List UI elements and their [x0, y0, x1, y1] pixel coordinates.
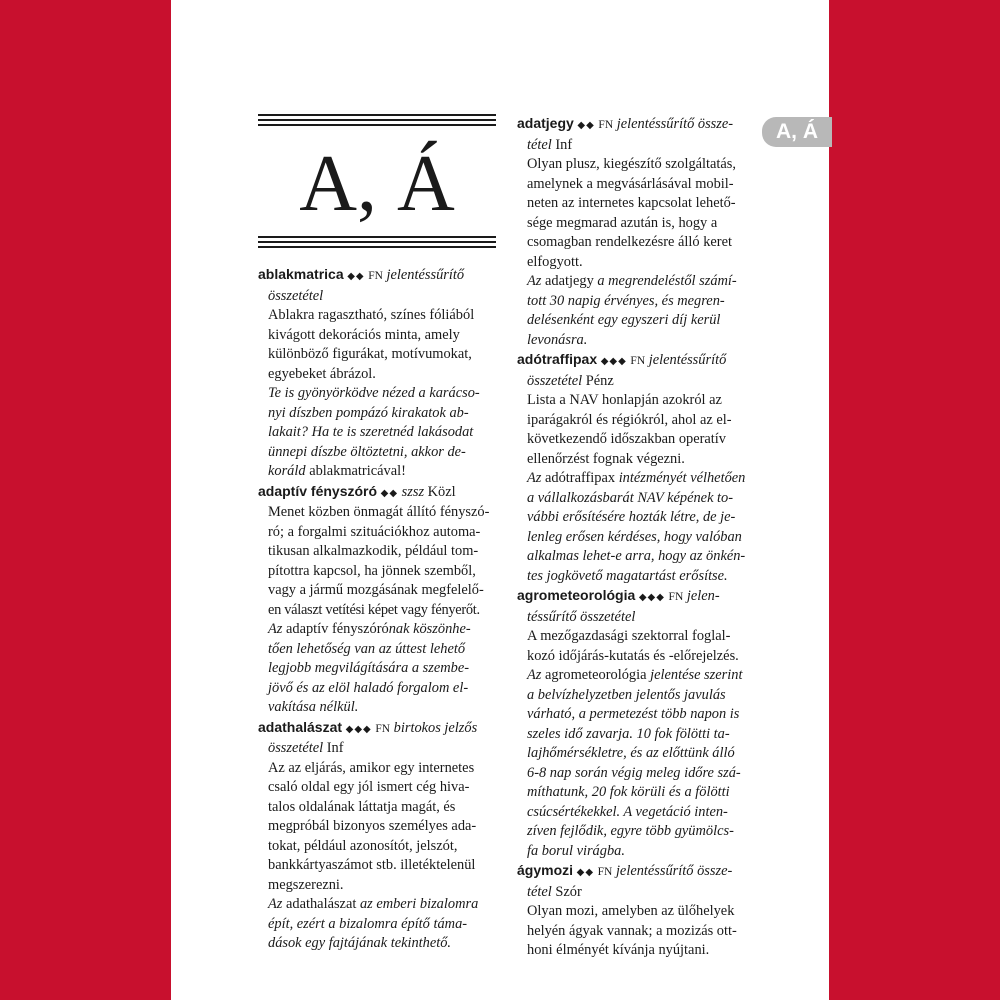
entry-head: [517, 861, 757, 883]
entry-adotraffipax: [517, 350, 757, 586]
example-headword: ablakmatricával!: [309, 463, 406, 479]
example-line: [517, 666, 757, 686]
headword: ágymozi: [517, 862, 574, 878]
example-line: tott 30 napig érvényes, és megren-: [527, 292, 725, 309]
grammar-note-cont: [517, 883, 757, 903]
example-text: az emberi bizalomra: [359, 896, 479, 912]
part-of-speech: FN: [598, 119, 614, 131]
definition-line: ellenőrzést fognak végezni.: [527, 450, 685, 467]
definition-line: ró; a forgalmi szituációkhoz automa-: [268, 523, 481, 540]
definition-line: honi élményét kívánja nyújtani.: [527, 942, 710, 958]
right-column: [517, 114, 757, 961]
example-line: dások egy fajtájának tekinthető.: [268, 935, 452, 951]
grammar-note-cont: [517, 136, 757, 156]
example-text: nak köszönhe-: [388, 621, 471, 637]
example-text: Az: [527, 667, 542, 683]
rule-line: [258, 241, 496, 243]
example-text: Az: [527, 273, 542, 289]
grammar-note-cont: [258, 287, 498, 307]
grammar-note: szsz: [401, 483, 425, 500]
part-of-speech: FN: [597, 866, 613, 878]
example-headword: adathalászat: [286, 896, 357, 912]
definition-line: pítottra kapcsol, ha jönnek szemből,: [268, 562, 476, 579]
headword: adatjegy: [517, 115, 574, 131]
grammar-note-cont: téssűrítő összetétel: [527, 608, 636, 625]
grammar-note: birtokos jelzős: [393, 719, 478, 736]
definition-line: elfogyott.: [527, 253, 583, 270]
top-rules: [258, 114, 496, 129]
definition-line: Olyan plusz, kiegészítő szolgáltatás,: [527, 156, 737, 172]
example-line: lakait? Ha te is szeretnéd lakásodat: [268, 424, 474, 440]
example-headword: agrometeorológia: [545, 667, 647, 683]
definition-line: megszerezni.: [268, 876, 344, 893]
rule-line: [258, 246, 496, 248]
definition-line: Menet közben önmagát állító fényszó-: [268, 504, 490, 520]
definition-line: kivágott dekorációs minta, amely: [268, 326, 460, 343]
entry-head: [517, 586, 757, 608]
example-line: 6-8 nap során végig meleg időre szá-: [527, 764, 741, 781]
domain-label: Közl: [427, 483, 456, 500]
definition-line: en választ vetítési képet vagy fényerőt.: [268, 601, 480, 618]
grammar-note-text: összetétel: [268, 740, 324, 756]
definition-line: bankkártyaszámot stb. illetéktelenül: [268, 857, 476, 873]
entry-head: [258, 265, 498, 287]
part-of-speech: FN: [668, 591, 684, 603]
definition-line: iparágakról és régiókról, ahol az el-: [527, 411, 732, 428]
example-line: a belvízhelyzetben jelentős javulás: [527, 686, 726, 703]
entry-head: [517, 350, 757, 372]
example-line: tes jogkövető magatartást erősítse.: [527, 567, 728, 584]
example-line: [258, 620, 498, 640]
example-text: jelentése szerint: [650, 667, 743, 683]
definition-line: A mezőgazdasági szektorral foglal-: [527, 628, 731, 644]
grammar-note: jelentéssűrítő össze-: [615, 863, 733, 879]
definition-line: tokat, például azonosítót, jelszót,: [268, 837, 458, 854]
grammar-note-cont: [258, 739, 498, 759]
example-line: ünnepi díszbe öltöztetni, akkor de-: [268, 443, 466, 460]
part-of-speech: FN: [368, 270, 383, 282]
definition-line: Lista a NAV honlapján azokról az: [527, 392, 722, 408]
example-text: Az: [268, 896, 283, 912]
example-line: alkalmas lehet-e arra, hogy az önkén-: [527, 548, 746, 564]
grammar-note-cont: [517, 372, 757, 392]
definition-line: csomagban rendelkezésre álló keret: [527, 234, 732, 250]
definition-line: tikusan alkalmazkodik, például tom-: [268, 543, 479, 559]
grammar-note-text: összetétel: [527, 372, 583, 389]
definition-line: helyén ágyak vannak; a mozizás ott-: [527, 922, 737, 939]
left-column: [258, 265, 498, 954]
example-line: [258, 895, 498, 915]
example-line: [517, 469, 757, 489]
domain-label: Pénz: [585, 372, 614, 389]
example-line: fa borul virágba.: [527, 842, 625, 859]
example-line: vakítása nélkül.: [268, 699, 359, 715]
frequency-diamonds: ◆◆: [576, 867, 595, 878]
example-line: várható, a permetezést több napon is: [527, 706, 740, 722]
example-text: intézményét vélhetően: [618, 470, 746, 486]
rule-line: [258, 236, 496, 238]
section-tab: A, Á: [762, 117, 832, 147]
example-line: jövő és az elöl haladó forgalom el-: [268, 679, 469, 696]
frequency-diamonds: ◆◆◆: [600, 356, 627, 367]
example-line: [517, 272, 757, 292]
frequency-diamonds: ◆◆: [577, 120, 595, 131]
domain-label: Inf: [326, 740, 344, 756]
definition-line: amelynek a megvásárlásával mobil-: [527, 175, 734, 192]
example-line: levonásra.: [527, 331, 588, 348]
entry-agrometeorologia: [517, 586, 757, 861]
rule-line: [258, 114, 496, 116]
example-line: legjobb megvilágítására a szembe-: [268, 660, 470, 676]
entry-ablakmatrica: [258, 265, 498, 482]
entry-adaptiv-fenyszoro: [258, 482, 498, 718]
headword: adótraffipax: [517, 351, 598, 367]
grammar-note-text: tétel: [527, 136, 552, 153]
example-headword: adatjegy: [545, 273, 594, 289]
grammar-note: jelentéssűrítő: [386, 267, 465, 283]
bottom-rules: [258, 236, 496, 251]
definition-line: Ablakra ragasztható, színes fóliából: [268, 307, 475, 323]
part-of-speech: FN: [375, 722, 391, 735]
entry-adatjegy: [517, 114, 757, 350]
example-line: épít, ezért a bizalomra építő táma-: [268, 915, 468, 932]
example-text: koráld: [268, 463, 306, 479]
frequency-diamonds: ◆◆◆: [638, 592, 665, 603]
example-line: zíven fejlődik, egyre több gyümölcs-: [527, 823, 734, 839]
definition-line: talos oldalának láttatja magát, és: [268, 798, 456, 815]
example-line: a vállalkozásbarát NAV képének to-: [527, 489, 734, 506]
headword: agrometeorológia: [517, 587, 636, 603]
letter-heading: A, Á: [299, 140, 455, 228]
definition-line: sége megmarad azután is, hogy a: [527, 214, 718, 231]
example-line: nyi díszben pompázó kirakatok ab-: [268, 404, 469, 421]
example-headword: adaptív fényszóró: [286, 621, 389, 637]
headword: adathalászat: [258, 718, 343, 735]
grammar-note: jelen-: [686, 588, 720, 604]
grammar-note: jelentéssűrítő össze-: [616, 116, 734, 132]
definition-line: csaló oldal egy jól ismert cég hiva-: [268, 779, 470, 795]
definition-line: kozó időjárás-kutatás és -előrejelzés.: [527, 647, 739, 664]
example-line: míthatunk, 20 fok körüli és a fölötti: [527, 784, 730, 800]
rule-line: [258, 119, 496, 121]
letter-heading-block: [258, 114, 496, 251]
example-line: delésenként egy egyszeri díj kerül: [527, 312, 721, 328]
definition-line: egyebeket ábrázol.: [268, 365, 376, 382]
entry-agymozi: [517, 861, 757, 961]
example-line: vábbi erősítésére hozták létre, de je-: [527, 509, 736, 525]
frequency-diamonds: ◆◆: [347, 271, 365, 282]
headword: adaptív fényszóró: [258, 482, 378, 499]
grammar-note-text: tétel: [527, 883, 552, 900]
example-line: tően lehetőség van az úttest lehető: [268, 640, 466, 657]
example-headword: adótraffipax: [545, 470, 616, 486]
definition-line: Az az eljárás, amikor egy internetes: [268, 759, 475, 776]
example-text: a megrendeléstől számí-: [597, 273, 737, 289]
domain-label: Szór: [555, 883, 582, 900]
definition-line: Olyan mozi, amelyben az ülőhelyek: [527, 903, 735, 919]
part-of-speech: FN: [630, 355, 646, 367]
frequency-diamonds: ◆◆◆: [345, 723, 372, 735]
example-line: lajhőmérsékletre, és az előttünk álló: [527, 745, 735, 761]
grammar-note-text: összetétel: [268, 287, 324, 304]
example-text: Az: [268, 621, 283, 637]
definition-line: vagy a jármű mozgásának megfelelő-: [268, 582, 484, 598]
definition-line: neten az internetes kapcsolat lehető-: [527, 195, 736, 211]
example-line: csúcsértékekkel. A vegetáció inten-: [527, 803, 728, 820]
grammar-note: jelentéssűrítő: [648, 352, 727, 368]
entry-head: [258, 718, 498, 740]
definition-line: következendő időszakban operatív: [527, 431, 726, 447]
example-line: [258, 462, 498, 482]
domain-label: Inf: [555, 136, 573, 153]
example-text: Az: [527, 470, 542, 486]
example-line: Te is gyönyörködve nézed a karácso-: [268, 385, 480, 401]
rule-line: [258, 124, 496, 126]
definition-line: különböző figurákat, motívumokat,: [268, 346, 472, 362]
entry-head: [517, 114, 757, 136]
example-line: szeles idő zavarja. 10 fok fölötti ta-: [527, 725, 730, 742]
entry-head: [258, 482, 498, 504]
definition-line: megpróbál bizonyos személyes ada-: [268, 818, 477, 834]
entry-adathalaszat: [258, 718, 498, 954]
headword: ablakmatrica: [258, 266, 344, 282]
frequency-diamonds: ◆◆: [380, 487, 399, 499]
example-line: lenleg erősen kérdéses, hogy valóban: [527, 528, 742, 545]
